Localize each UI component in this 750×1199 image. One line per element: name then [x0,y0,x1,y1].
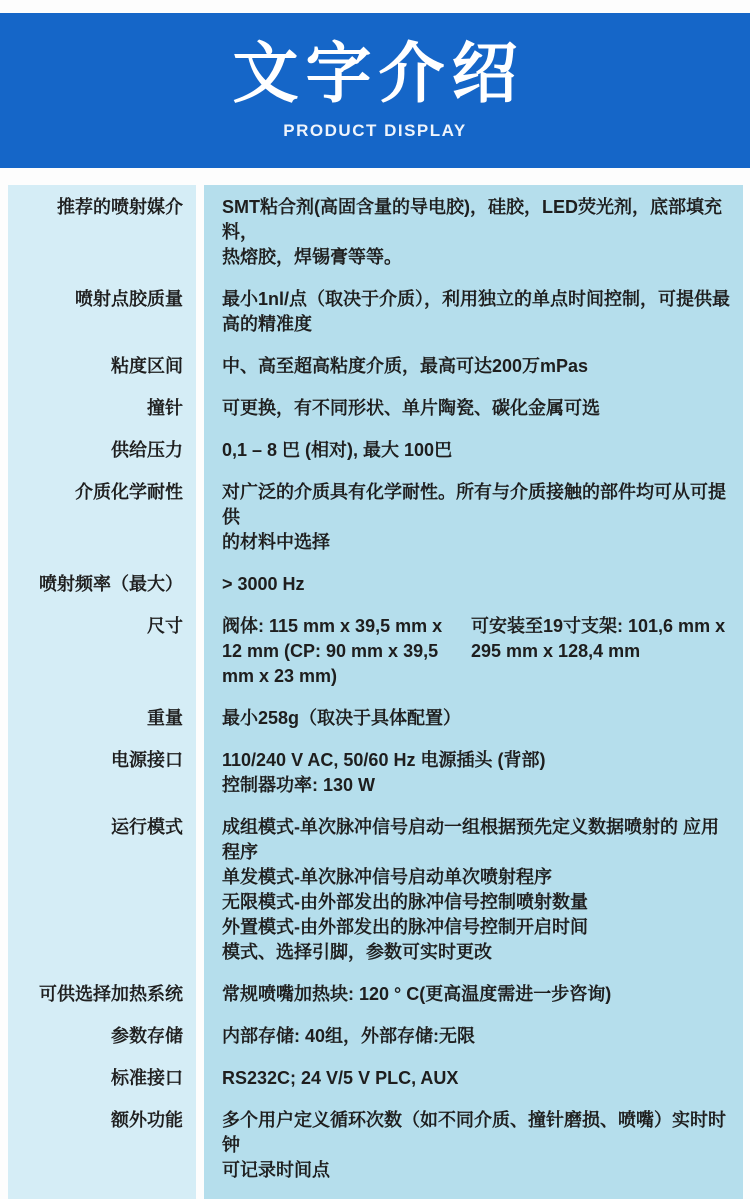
column-divider [196,421,204,463]
spec-value-line: 可安装至19寸支架: 101,6 mm x [471,616,726,636]
spec-value-line: 的材料中选择 [222,532,330,552]
column-divider [196,731,204,798]
spec-row-label: 尺寸 [8,597,196,689]
spec-row-value [204,185,743,270]
spec-value-line: 外置模式-由外部发出的脉冲信号控制开启时间 [222,917,588,937]
spec-value-line: 可记录时间点 [222,1160,330,1180]
spec-row-value [204,965,743,1007]
column-divider [196,337,204,379]
spec-row-value [204,463,743,555]
spec-value-line: > 3000 Hz [222,574,305,594]
spec-value-line: 常规喷嘴加热块: 120 ° C(更高温度需进一步咨询) [222,984,612,1004]
spec-value-line: mm x 23 mm) [222,666,338,686]
spec-row-value [204,337,743,379]
spec-row-label: 电源接口 [8,731,196,798]
spec-value-line: 阀体: 115 mm x 39,5 mm x [222,616,443,636]
spec-table [8,185,743,1199]
spec-row-label: 喷射频率（最大） [8,555,196,597]
spec-row-label: 运行模式 [8,798,196,965]
spec-row-value [204,1091,743,1199]
spec-value-subcolumns [222,614,735,689]
spec-row-value [204,555,743,597]
spec-value-line: 单发模式-单次脉冲信号启动单次喷射程序 [222,867,552,887]
spec-value-line: 控制器功率: 130 W [222,775,376,795]
spec-value-line: 295 mm x 128,4 mm [471,641,641,661]
spec-value-line: 内部存储: 40组，外部存储:无限 [222,1026,476,1046]
spec-value-line: RS232C; 24 V/5 V PLC, AUX [222,1068,459,1088]
spec-row-value [204,421,743,463]
spec-row-label: 撞针 [8,379,196,421]
spec-value-line: 可更换，有不同形状、单片陶瓷、碳化金属可选 [222,398,600,418]
spec-value-line: 中、高至超高粘度介质，最高可达200万mPas [222,356,589,376]
spec-value-line: 12 mm (CP: 90 mm x 39,5 [222,641,439,661]
column-divider [196,270,204,337]
spec-row-value [204,270,743,337]
column-divider [196,379,204,421]
spec-row-value [204,689,743,731]
spec-row-label: 推荐的喷射媒介 [8,185,196,270]
column-divider [196,555,204,597]
spec-value-line: 0,1 – 8 巴 (相对), 最大 100巴 [222,440,453,460]
column-divider [196,463,204,555]
spec-value-line: 高的精准度 [222,314,312,334]
column-divider [196,965,204,1007]
spec-value-line: 最小258g（取决于具体配置） [222,708,462,728]
spec-value-line: 热熔胶，焊锡膏等等。 [222,247,402,267]
spec-row-value [204,798,743,965]
page-subtitle: PRODUCT DISPLAY [283,121,467,140]
spec-value-line: 多个用户定义循环次数（如不同介质、撞针磨损、喷嘴）实时时钟 [222,1110,726,1155]
spec-value-line: SMT粘合剂(高固含量的导电胶)，硅胶，LED荧光剂，底部填充料， [222,197,722,242]
spec-row-label: 喷射点胶质量 [8,270,196,337]
spec-row-label: 粘度区间 [8,337,196,379]
column-divider [196,1007,204,1049]
page-title: 文字介绍 [232,36,525,110]
spec-value-subcolumn [471,614,725,689]
header-banner [0,13,750,168]
spec-row-label: 重量 [8,689,196,731]
spec-value-line: 最小1nl/点（取决于介质），利用独立的单点时间控制，可提供最 [222,289,731,309]
spec-row-value [204,379,743,421]
spec-row-label: 供给压力 [8,421,196,463]
spec-value-line: 成组模式-单次脉冲信号启动一组根据预先定义数据喷射的 应用程序 [222,817,719,862]
spec-row-label: 额外功能 [8,1091,196,1199]
spec-row-value [204,1049,743,1091]
spec-row-value [204,597,743,689]
column-divider [196,597,204,689]
column-divider [196,1049,204,1091]
spec-value-line: 模式、选择引脚，参数可实时更改 [222,942,492,962]
column-divider [196,798,204,965]
spec-value-subcolumn [222,614,455,689]
spec-row-value [204,731,743,798]
spec-row-label: 标准接口 [8,1049,196,1091]
spec-value-line: 对广泛的介质具有化学耐性。所有与介质接触的部件均可从可提供 [222,482,726,527]
spec-row-value [204,1007,743,1049]
spec-value-line: 110/240 V AC, 50/60 Hz 电源插头 (背部) [222,750,546,770]
spec-row-label: 介质化学耐性 [8,463,196,555]
spec-row-label: 可供选择加热系统 [8,965,196,1007]
column-divider [196,185,204,270]
spec-value-line: 无限模式-由外部发出的脉冲信号控制喷射数量 [222,892,588,912]
column-divider [196,689,204,731]
column-divider [196,1091,204,1199]
spec-row-label: 参数存储 [8,1007,196,1049]
